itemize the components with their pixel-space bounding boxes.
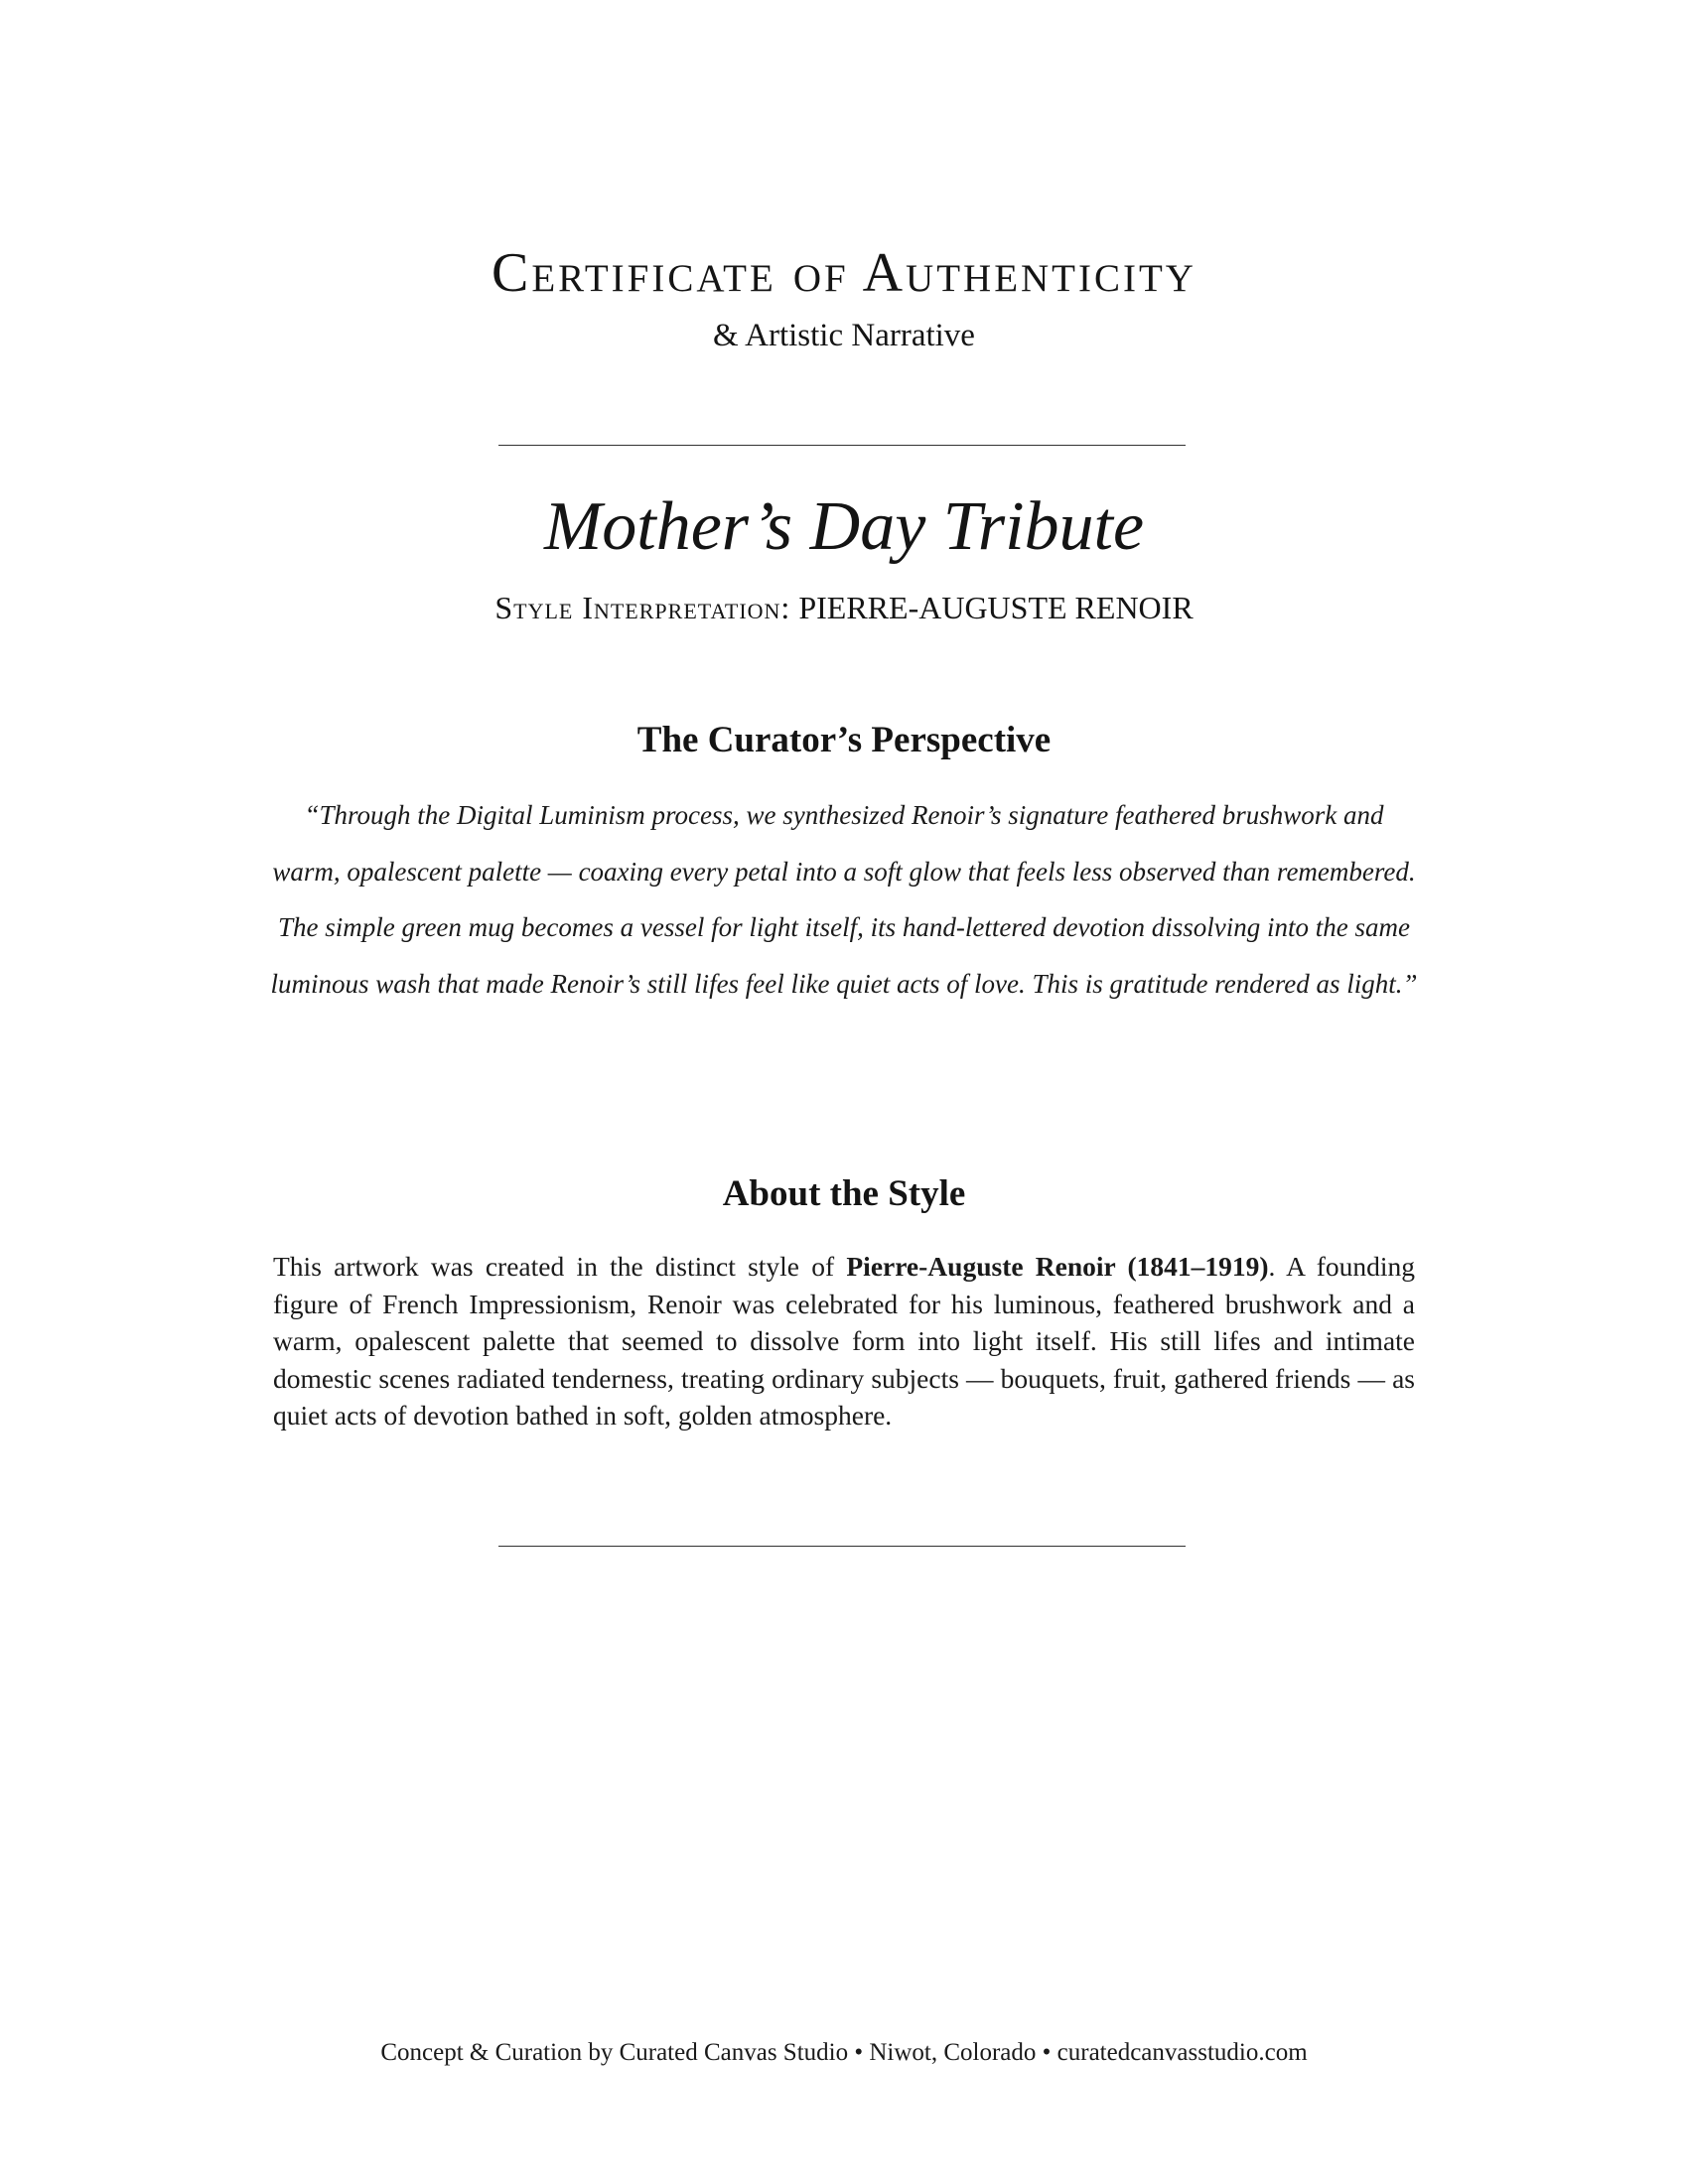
certificate-title: Certificate of Authenticity [492,242,1196,304]
style-interpretation [0,588,1688,627]
about-style-paragraph [273,1248,1415,1434]
curator-quote: “Through the Digital Luminism process, we synthesized Renoir’s signature feathered brushwork and warm, opalescent palette — coaxing every petal into a soft glow that feels less observed than remembered. The simple green mug becomes a vessel for light itself, its hand-lettered devotion dissolving into the same luminous wash that made Renoir’s still lifes feel like quiet acts of love. This is gratitude rendered as light.” [270,800,1418,999]
footer-credit: Concept & Curation by Curated Canvas Studio • Niwot, Colorado • curatedcanvasstudio.com [380,2039,1308,2066]
about-artist-bold: Pierre-Auguste Renoir (1841–1919) [846,1251,1269,1282]
certificate-subtitle: & Artistic Narrative [713,318,975,353]
curator-heading: The Curator’s Perspective [636,720,1052,760]
about-body: . A founding figure of French Impressionism, Renoir was celebrated for his luminous, feathered brushwork and a warm, opalescent palette that seemed to dissolve form into light itself. His still lifes and intimate domestic scenes radiated tenderness, treating ordinary subjects — bouquets, fruit, gathered friends — as quiet acts of devotion bathed in soft, golden atmosphere. [273,1251,1415,1431]
top-divider [498,445,1186,446]
about-style-heading: About the Style [722,1173,966,1214]
style-artist-name: PIERRE-AUGUSTE RENOIR [798,590,1194,625]
about-intro: This artwork was created in the distinct style of [273,1251,847,1282]
bottom-divider [498,1546,1186,1547]
artwork-title: Mother’s Day Tribute [543,488,1145,565]
style-interpretation-label: Style Interpretation: [494,590,791,625]
